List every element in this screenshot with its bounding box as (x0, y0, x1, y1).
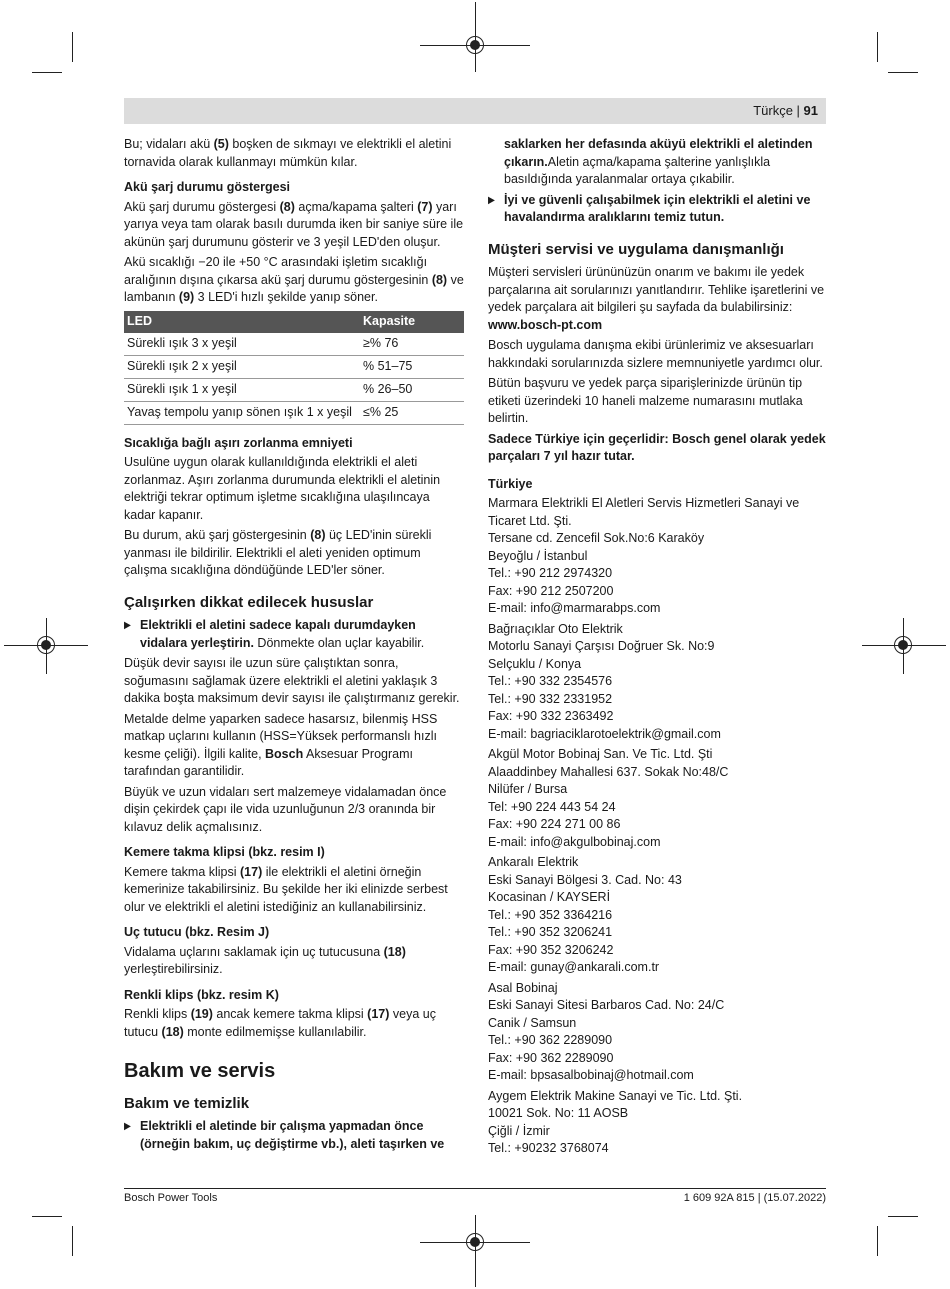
address-line: Tel: +90 224 443 54 24 (488, 799, 616, 814)
customer-paragraph-4: Sadece Türkiye için geçerlidir: Bosch genel olarak yedek parçaları 7 yıl hazır tutar. (488, 431, 826, 463)
crop-mark (888, 72, 918, 73)
address-block (488, 621, 828, 744)
crop-mark (888, 1216, 918, 1217)
address-block (488, 746, 828, 851)
address-line: Fax: +90 224 271 00 86 (488, 817, 621, 831)
color-clip-paragraph: Renkli klips (19) ancak kemere takma klipsi (17) veya uç tutucu (18) monte edilmemişse kullanılabilir. (124, 1007, 436, 1039)
address-line: Nilüfer / Bursa (488, 782, 568, 796)
work-paragraph-3: Büyük ve uzun vidaları sert malzemeye vidalamadan önce dişin çekirdek çapı ile vida uzunluğunun 2/3 oranında bir kılavuz delik açmalısınız. (124, 784, 447, 834)
crop-mark (877, 32, 878, 62)
country-heading: Türkiye (488, 476, 533, 491)
color-clip-heading: Renkli klips (bkz. resim K) (124, 987, 279, 1002)
charge-paragraph-2: Akü sıcaklığı −20 ile +50 °C arasındaki işletim sıcaklığı aralığının dışına çıkarsa akü şarj durumu göstergesinin (8) ve lambanın (9) 3 LED'i hızlı şekilde yanıp söner. (124, 255, 464, 304)
table-cell: Yavaş tempolu yanıp sönen ışık 1 x yeşil (124, 401, 360, 424)
address-line: Asal Bobinaj (488, 980, 558, 995)
continued-paragraph: saklarken her defasında aküyü elektrikli el aletinden çıkarın.Aletin açma/kapama şalterine yanlışlıkla basıldığında yaralanmalar ortaya çıkabilir. (504, 137, 813, 186)
table-cell: % 51–75 (360, 355, 464, 378)
address-list (488, 495, 828, 1158)
address-line: Tel.: +90 332 2354576 (488, 674, 613, 688)
registration-mark-icon (466, 36, 484, 54)
address-line: Kocasinan / KAYSERİ (488, 890, 611, 904)
address-line: Fax: +90 212 2507200 (488, 583, 614, 598)
table-cell: Sürekli ışık 1 x yeşil (124, 378, 360, 401)
address-line: Tel.: +90232 3768074 (488, 1141, 609, 1155)
table-cell: ≥% 76 (360, 333, 464, 356)
work-heading: Çalışırken dikkat edilecek hususlar (124, 593, 374, 611)
address-line: Selçuklu / Konya (488, 656, 582, 671)
crop-mark (877, 1226, 878, 1256)
table-row (124, 401, 464, 424)
header-label: Türkçe | 91 (753, 103, 818, 118)
bit-holder-paragraph: Vidalama uçlarını saklamak için uç tutucusuna (18) yerleştirebilirsiniz. (124, 944, 406, 976)
table-row (124, 378, 464, 401)
address-line: Tel.: +90 352 3206241 (488, 925, 613, 939)
address-line: Çiğli / İzmir (488, 1123, 550, 1138)
page-header (124, 98, 826, 124)
cleaning-bullet: ▶ Elektrikli el aletinde bir çalışma yapmadan önce (örneğin bakım, uç değiştirme vb.), aleti taşırken ve (124, 1118, 464, 1153)
registration-mark-icon (37, 636, 55, 654)
registration-mark-icon (894, 636, 912, 654)
service-heading: Bakım ve servis (124, 1060, 276, 1082)
footer-divider (124, 1188, 826, 1189)
address-line: Bağrıaçıklar Oto Elektrik (488, 621, 623, 636)
address-line: Motorlu Sanayi Çarşısı Doğruer Sk. No:9 (488, 639, 715, 653)
address-line: Aygem Elektrik Makine Sanayi ve Tic. Ltd. Şti. (488, 1088, 743, 1103)
address-block (488, 980, 828, 1085)
table-cell: ≤% 25 (360, 401, 464, 424)
crop-mark (32, 1216, 62, 1217)
cleaning-heading: Bakım ve temizlik (124, 1094, 250, 1112)
address-line: Alaaddinbey Mahallesi 637. Sokak No:48/C (488, 764, 729, 779)
address-line: Fax: +90 332 2363492 (488, 709, 614, 723)
address-line: Canik / Samsun (488, 1015, 577, 1030)
footer-brand: Bosch Power Tools (124, 1192, 218, 1204)
table-row (124, 355, 464, 378)
address-line[interactable]: E-mail: info@akgulbobinaj.com (488, 834, 661, 849)
address-block (488, 1088, 828, 1158)
address-line[interactable]: E-mail: bpsasalbobinaj@hotmail.com (488, 1068, 694, 1082)
address-line[interactable]: E-mail: info@marmarabps.com (488, 601, 661, 615)
table-row (124, 333, 464, 356)
table-cell: % 26–50 (360, 378, 464, 401)
address-line[interactable]: E-mail: bagriaciklarotoelektrik@gmail.com (488, 726, 721, 741)
left-column (124, 136, 464, 1156)
work-bullet: ▶ Elektrikli el aletini sadece kapalı durumdayken vidalara yerleştirin. Dönmekte olan uçlar kayabilir. (124, 617, 464, 652)
intro-paragraph: Bu; vidaları akü (5) boşken de sıkmayı ve elektrikli el aletini tornavida olarak kullanmayı mümkün kılar. (124, 137, 452, 169)
address-line: Eski Sanayi Sitesi Barbaros Cad. No: 24/C (488, 998, 725, 1012)
temp-paragraph-1: Usulüne uygun olarak kullanıldığında elektrikli el aleti zorlanmaz. Aşırı zorlanma durumunda elektrikli el aletinin elektriği tekrar optimum işletme sıcaklığına ulaşılıncaya kadar kapanır. (124, 455, 441, 522)
right-column (488, 136, 828, 1161)
address-line: Eski Sanayi Bölgesi 3. Cad. No: 43 (488, 872, 682, 887)
customer-paragraph-1: Müşteri servisleri ürününüzün onarım ve bakımı ile yedek parçalarına ait sorularınızı yanıtlandırır. Tehlike işaretlerini ve yedek parçalara ait bilgileri şu sayfada da bulabilirsiniz: (488, 265, 825, 314)
address-line: Fax: +90 362 2289090 (488, 1050, 614, 1065)
address-line: 10021 Sok. No: 11 AOSB (488, 1106, 629, 1120)
page-number: 91 (803, 103, 818, 118)
table-header-row (124, 311, 464, 333)
table-header-led: LED (124, 311, 360, 333)
address-line: Akgül Motor Bobinaj San. Ve Tic. Ltd. Şti (488, 747, 713, 761)
crop-mark (72, 32, 73, 62)
clean-tool-bullet: ▶ İyi ve güvenli çalışabilmek için elektrikli el aletini ve havalandırma aralıklarını temiz tutun. (488, 192, 828, 227)
work-paragraph-1: Düşük devir sayısı ile uzun süre çalıştıktan sonra, soğumasını sağlamak üzere elektrikli el aletini yaklaşık 3 dakika boşta maksimum devir sayısı ile çalıştırmanız gerekir. (124, 656, 460, 705)
address-line[interactable]: E-mail: gunay@ankarali.com.tr (488, 960, 660, 974)
registration-mark-icon (466, 1233, 484, 1251)
belt-clip-heading: Kemere takma klipsi (bkz. resim I) (124, 845, 325, 859)
customer-paragraph-3: Bütün başvuru ve yedek parça siparişlerinizde ürünün tip etiketi üzerindeki 10 haneli malzeme numarasını mutlaka belirtin. (488, 376, 803, 425)
address-line: Tel.: +90 332 2331952 (488, 691, 613, 706)
table-cell: Sürekli ışık 3 x yeşil (124, 333, 360, 356)
address-line: Tel.: +90 362 2289090 (488, 1033, 613, 1047)
header-language: Türkçe (753, 103, 793, 118)
address-line: Tel.: +90 352 3364216 (488, 907, 613, 922)
charge-paragraph-1: Akü şarj durumu göstergesi (8) açma/kapama şalteri (7) yarı yarıya veya tam olarak basılı durumda iken bir saniye süre ile akünün şarj durumunu gösterir ve 3 yeşil LED'den oluşur. (124, 199, 464, 249)
website-link[interactable]: www.bosch-pt.com (488, 317, 603, 332)
temp-paragraph-2: Bu durum, akü şarj göstergesinin (8) üç LED'inin sürekli yanması ile bildirilir. Elektrikli el aleti yeniden optimum çalışma sıcaklığına döndüğünde LED'ler söner. (124, 528, 432, 577)
address-block (488, 495, 828, 618)
address-line: Fax: +90 352 3206242 (488, 942, 614, 957)
footer-doc-number: 1 609 92A 815 | (15.07.2022) (683, 1192, 826, 1204)
registration-mark-line (475, 1215, 476, 1287)
belt-clip-paragraph: Kemere takma klipsi (17) ile elektrikli el aletini örneğin kemerinize takabilirsiniz. Bu şekilde her iki elinizde serbest olur ve elektrikli el aletini istediğiniz an kullanabilirsiniz. (124, 864, 448, 914)
crop-mark (32, 72, 62, 73)
crop-mark (72, 1226, 73, 1256)
table-cell: Sürekli ışık 2 x yeşil (124, 355, 360, 378)
address-line: Ankaralı Elektrik (488, 855, 579, 869)
work-paragraph-2: Metalde delme yaparken sadece hasarsız, bilenmiş HSS matkap uçlarını kullanın (HSS=Yüksek performanslı hızlı kesme çeliği). İlgili kalite, Bosch Aksesuar Programı tarafından garantilidir. (124, 711, 438, 778)
charge-heading: Akü şarj durumu göstergesi (124, 180, 291, 194)
led-capacity-table (124, 311, 464, 425)
temp-heading: Sıcaklığa bağlı aşırı zorlanma emniyeti (124, 435, 353, 450)
address-line: Tel.: +90 212 2974320 (488, 566, 613, 580)
customer-service-heading: Müşteri servisi ve uygulama danışmanlığı (488, 240, 784, 258)
bit-holder-heading: Uç tutucu (bkz. Resim J) (124, 925, 270, 939)
table-header-capacity: Kapasite (360, 311, 464, 333)
customer-paragraph-2: Bosch uygulama danışma ekibi ürünlerimiz ve aksesuarları hakkındaki sorularınızda sizlere memnuniyetle yardımcı olur. (488, 338, 823, 370)
address-line: Marmara Elektrikli El Aletleri Servis Hizmetleri Sanayi ve Ticaret Ltd. Şti. (488, 496, 800, 528)
address-block (488, 854, 828, 977)
address-line: Tersane cd. Zencefil Sok.No:6 Karaköy (488, 531, 705, 545)
address-line: Beyoğlu / İstanbul (488, 548, 588, 563)
